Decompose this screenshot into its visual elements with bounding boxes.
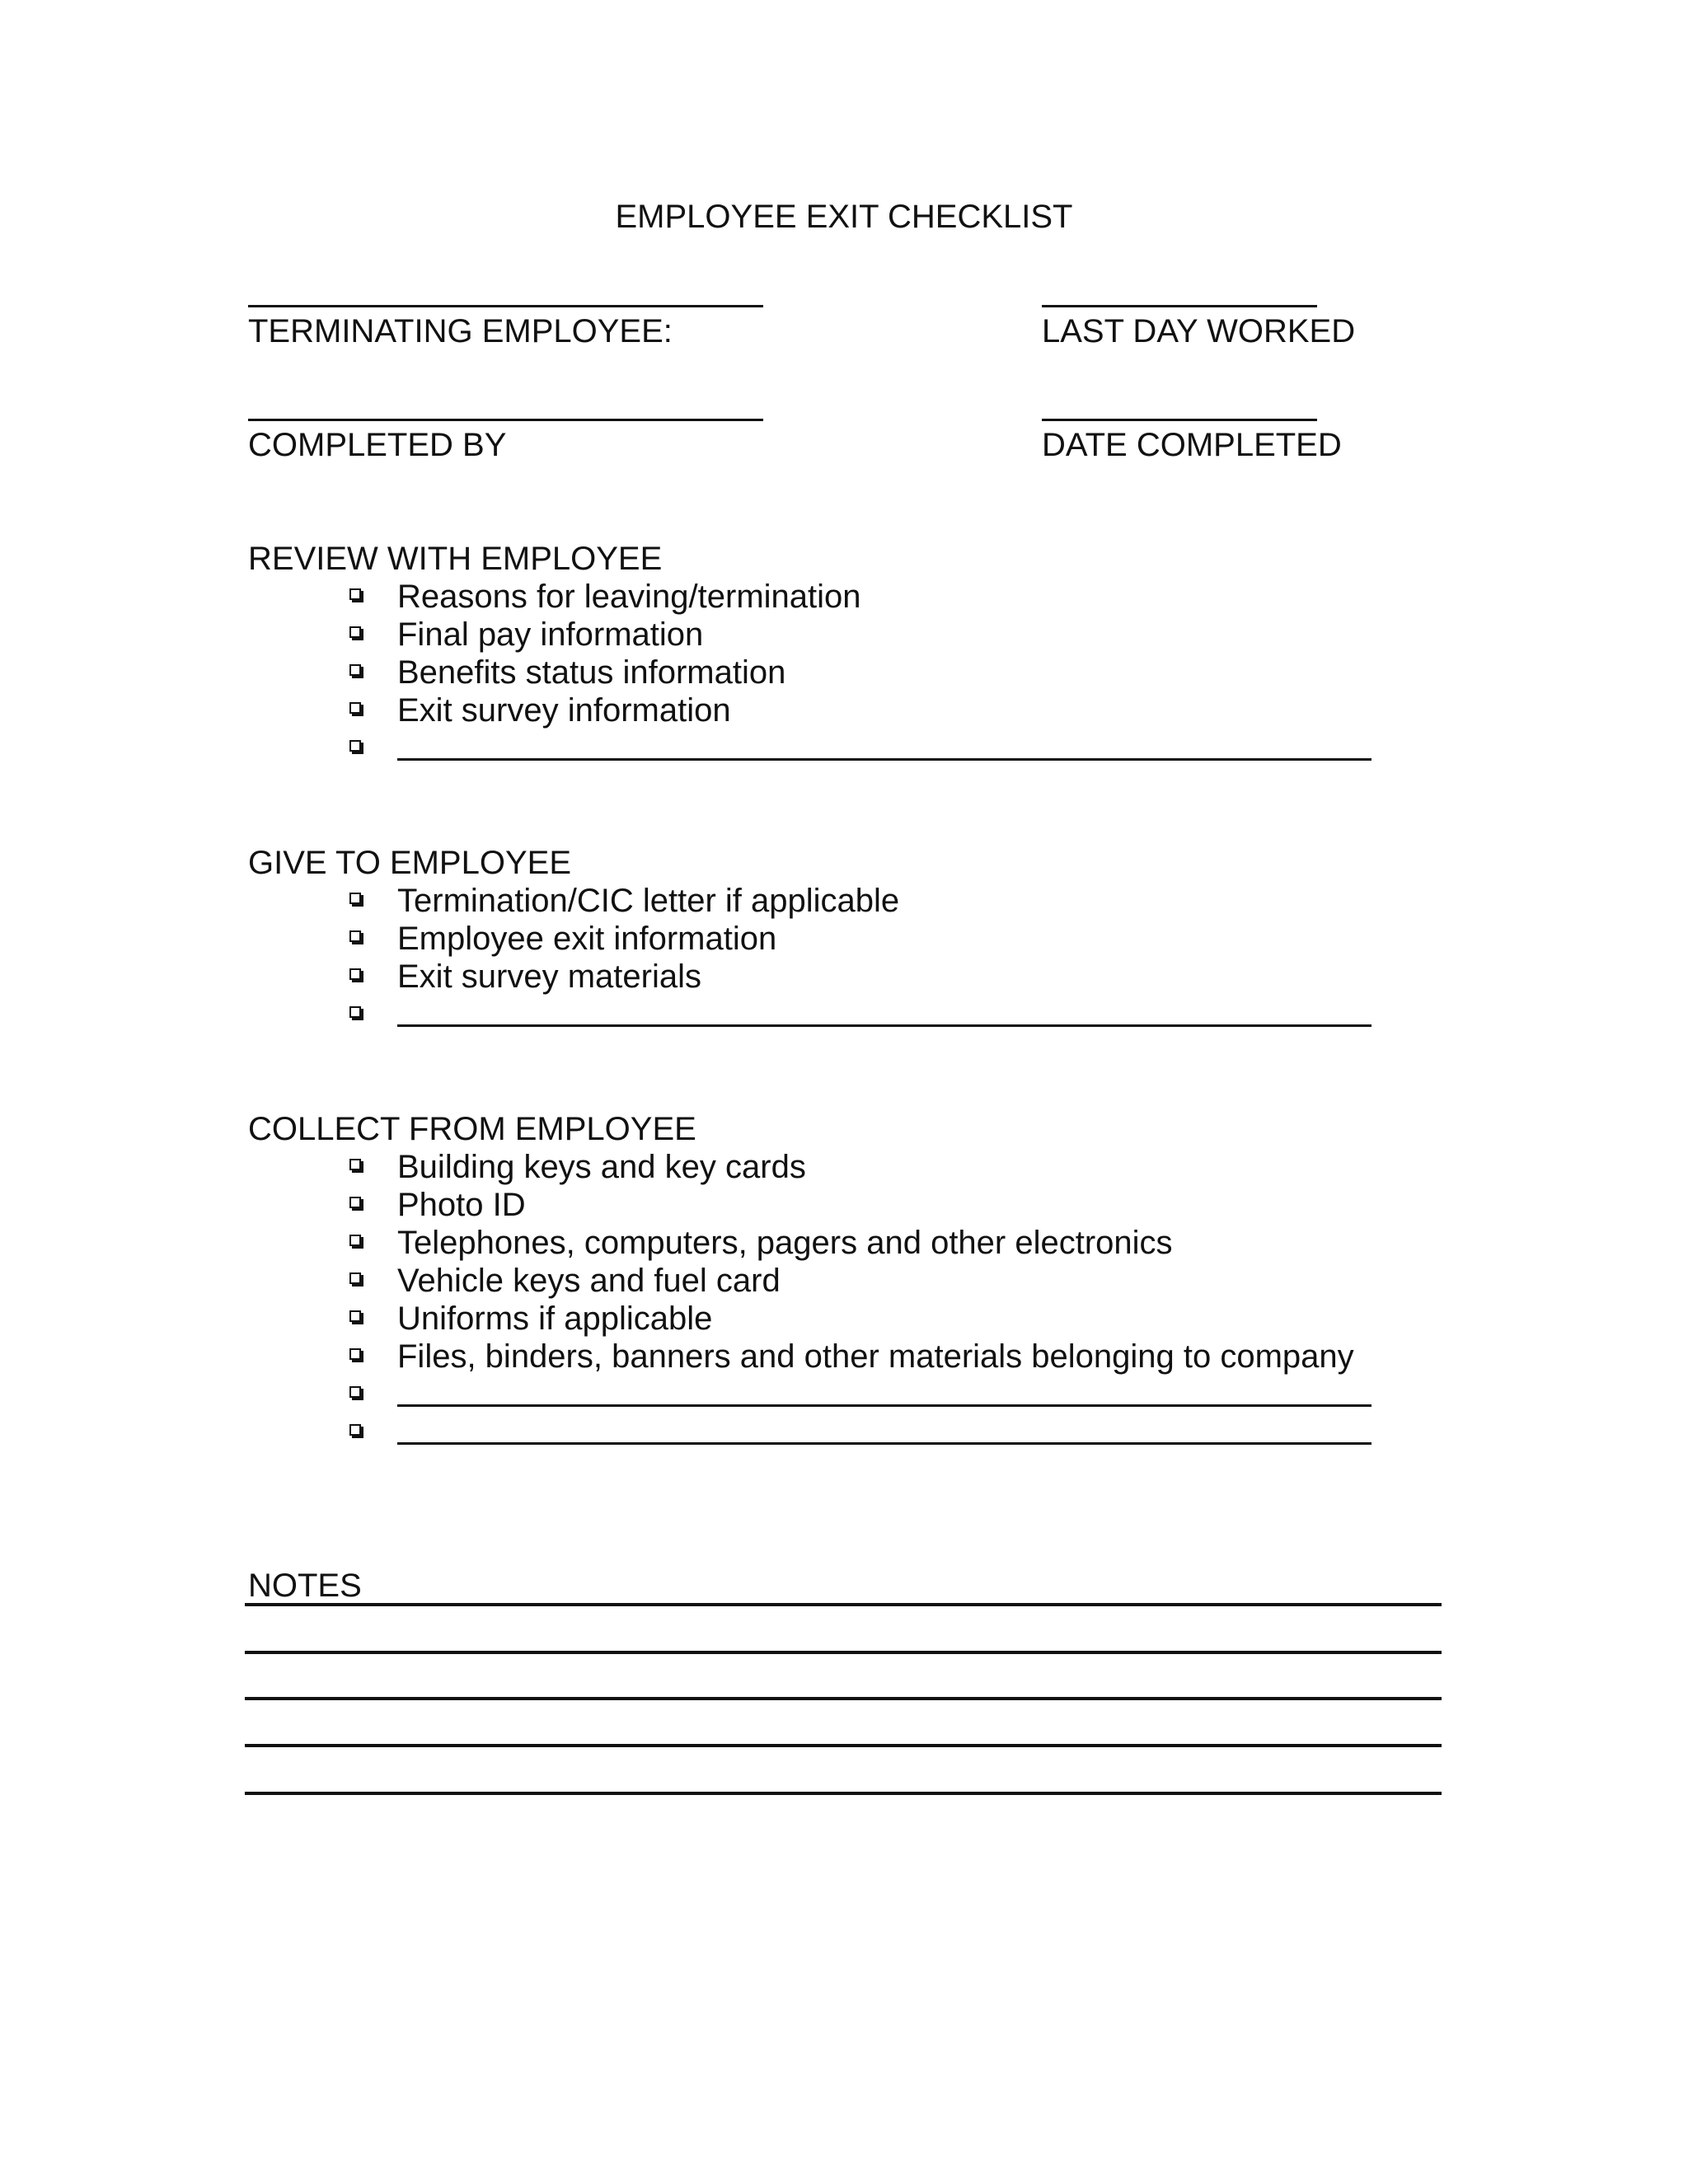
completed-by-label: COMPLETED BY [248,427,507,463]
last-day-worked-field[interactable] [1042,305,1317,307]
checklist-item [346,957,1418,995]
checklist-item [346,691,1418,729]
checklist-item-label: Reasons for leaving/termination [397,579,861,615]
collect-section-heading: COLLECT FROM EMPLOYEE [248,1111,696,1147]
checkbox[interactable] [349,893,361,904]
checklist-item [346,1261,1418,1299]
date-completed-field[interactable] [1042,419,1317,421]
checklist-item [346,1185,1418,1223]
blank-entry-line[interactable] [397,1024,1372,1027]
checklist-item-label: Employee exit information [397,921,777,957]
date-completed-label: DATE COMPLETED [1042,427,1342,463]
page-title: EMPLOYEE EXIT CHECKLIST [615,199,1073,235]
checklist-item-blank [346,995,1418,1033]
completed-by-field[interactable] [248,419,763,421]
checklist-item-label: Photo ID [397,1187,526,1223]
checklist-item [346,653,1418,691]
checkbox[interactable] [349,702,361,714]
checkbox[interactable] [349,968,361,980]
give-section-heading: GIVE TO EMPLOYEE [248,845,571,881]
review-section-heading: REVIEW WITH EMPLOYEE [248,541,663,577]
checklist-item-label: Building keys and key cards [397,1149,806,1185]
notes-line[interactable] [245,1697,1442,1700]
checkbox[interactable] [349,1386,361,1398]
checklist-item [346,1223,1418,1261]
checklist-item-label: Benefits status information [397,654,786,691]
checklist-item [346,1337,1418,1375]
checklist-item [346,577,1418,615]
checklist-item-label: Exit survey information [397,692,731,729]
checklist-item-label: Exit survey materials [397,958,701,995]
checkbox[interactable] [349,1159,361,1170]
checklist-item-label: Final pay information [397,616,704,653]
checklist-item-label: Files, binders, banners and other materials belonging to company [397,1338,1354,1375]
checkbox[interactable] [349,740,361,752]
blank-entry-line[interactable] [397,1404,1372,1407]
terminating-employee-label: TERMINATING EMPLOYEE: [248,313,673,349]
checkbox[interactable] [349,626,361,638]
notes-line[interactable] [245,1651,1442,1654]
checkbox[interactable] [349,664,361,676]
checkbox[interactable] [349,588,361,600]
checklist-item [346,615,1418,653]
last-day-worked-label: LAST DAY WORKED [1042,313,1356,349]
checkbox[interactable] [349,1006,361,1018]
notes-line[interactable] [245,1744,1442,1747]
checklist-item-blank [346,729,1418,766]
blank-entry-line[interactable] [397,758,1372,761]
checklist-item-blank [346,1413,1418,1451]
checkbox[interactable] [349,1272,361,1284]
checklist-item-label: Telephones, computers, pagers and other electronics [397,1225,1173,1261]
checkbox[interactable] [349,1235,361,1246]
terminating-employee-field[interactable] [248,305,763,307]
checklist-item-blank [346,1375,1418,1413]
checklist-item-label: Termination/CIC letter if applicable [397,883,900,919]
checkbox[interactable] [349,1424,361,1436]
blank-entry-line[interactable] [397,1442,1372,1445]
notes-line[interactable] [245,1792,1442,1795]
checkbox[interactable] [349,930,361,942]
checklist-item-label: Uniforms if applicable [397,1301,713,1337]
checklist-item [346,881,1418,919]
notes-label: NOTES [248,1568,362,1604]
checkbox[interactable] [349,1197,361,1208]
checklist-item [346,919,1418,957]
checkbox[interactable] [349,1348,361,1360]
checklist-item [346,1147,1418,1185]
checklist-item [346,1299,1418,1337]
checklist-item-label: Vehicle keys and fuel card [397,1263,781,1299]
notes-line[interactable] [245,1603,1442,1606]
checkbox[interactable] [349,1310,361,1322]
